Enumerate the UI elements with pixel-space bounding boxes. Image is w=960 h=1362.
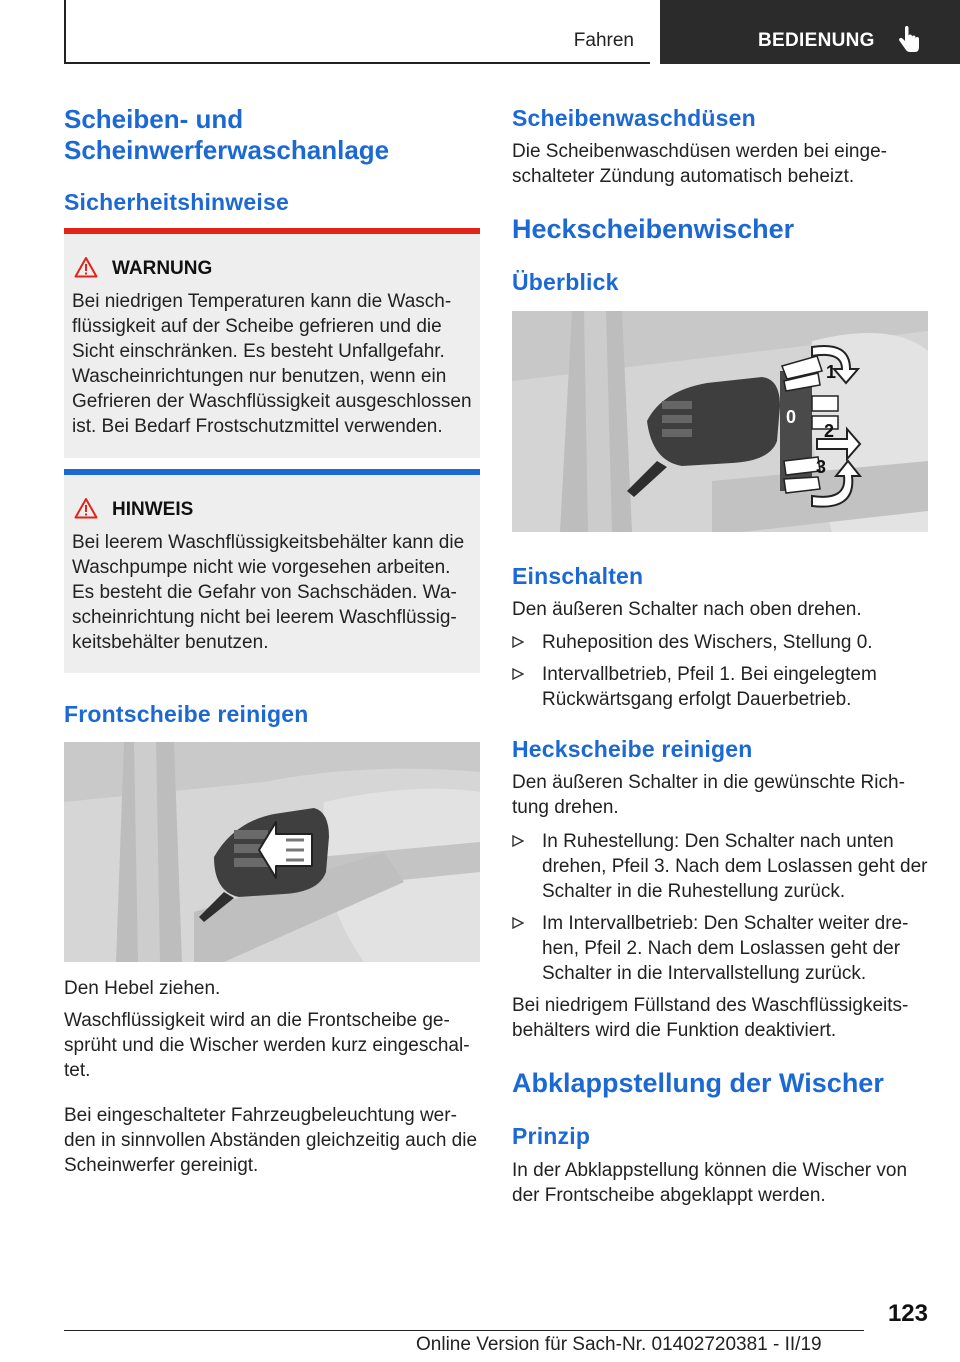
rear-wiper-switch-image [512,311,928,532]
overview-heading: Überblick [512,269,619,295]
warning-bar [64,228,480,234]
front-wiper-lever-image [64,742,480,962]
bullet-triangle-icon [512,636,524,648]
list-item-text: Im Intervallbetrieb: Den Schalter weiter drehen, Pfeil 2. Nach dem Loslassen geht der Schalter in die Intervallstellung zurück. [542,913,909,984]
principle-text: In der Abklappstellung können die Wischer von der Frontscheibe abgeklappt werden. [512,1160,908,1206]
warning-title: WARNUNG [112,258,213,279]
front-clean-step-2: Waschflüssigkeit wird an die Frontscheibe gesprüht und die Wischer werden kurz eingeschaltet. [64,1010,470,1081]
header-chapter-tab [660,0,960,64]
bullet-triangle-icon [512,835,524,847]
list-item [512,911,930,986]
notice-box [64,469,480,673]
figure-label-1: 1 [826,362,837,382]
notice-bar [64,469,480,475]
list-item-text: Intervallbetrieb, Pfeil 1. Bei eingelegtem Rückwärtsgang erfolgt Dauerbetrieb. [542,664,877,710]
hand-pointer-icon [896,26,922,54]
nozzles-heading: Scheibenwaschdüsen [512,105,756,131]
rear-clean-text: Den äußeren Schalter in die gewünschte Richtung drehen. [512,772,905,818]
figure-label-2: 2 [824,421,835,441]
switch-on-heading: Einschalten [512,563,644,589]
footer-online-version: Online Version für Sach-Nr. 01402720381 - II/19 [416,1334,822,1355]
page-title-line-1: Scheiben- und [64,104,244,134]
warning-triangle-icon [74,256,98,278]
bullet-triangle-icon [512,668,524,680]
bullet-triangle-icon [512,917,524,929]
rear-wiper-heading: Heckscheibenwischer [512,214,795,244]
footer-divider [64,1330,864,1331]
safety-heading: Sicherheitshinweise [64,189,289,215]
figure-label-3: 3 [816,457,827,477]
nozzles-text: Die Scheibenwaschdüsen werden bei eingeschalteter Zündung automatisch beheizt. [512,141,887,187]
switch-on-text: Den äußeren Schalter nach oben drehen. [512,599,862,620]
page-title [64,104,389,166]
front-clean-step-3: Bei eingeschalteter Fahrzeugbeleuchtung werden in sinnvollen Abständen gleichzeitig auch die Scheinwerfer gereinigt. [64,1105,478,1176]
principle-heading: Prinzip [512,1123,591,1149]
fold-position-heading: Abklappstellung der Wischer [512,1068,884,1098]
rear-clean-heading: Heckscheibe reinigen [512,736,753,762]
warning-box [64,228,480,458]
front-clean-step-1: Den Hebel ziehen. [64,978,221,999]
rear-clean-note: Bei niedrigem Füllstand des Waschflüssigkeitsbehälters wird die Funktion deaktiviert. [512,995,909,1041]
notice-title: HINWEIS [112,499,194,520]
list-item-text: Ruheposition des Wischers, Stellung 0. [542,632,873,653]
header-section-label: Fahren [573,30,634,51]
header-chapter-label: BEDIENUNG [758,30,875,51]
notice-triangle-icon [74,497,98,519]
header-divider-bottom [64,62,650,64]
page-number: 123 [887,1300,928,1327]
list-item [512,662,930,712]
list-item-text: In Ruhestellung: Den Schalter nach unten drehen, Pfeil 3. Nach dem Loslassen geht der Schalter in die Ruhestellung zurück. [542,831,928,902]
notice-text: Bei leerem Waschflüssigkeitsbehälter kann die Waschpumpe nicht wie vorgesehen arbeiten. Es besteht die Gefahr von Sachschäden. Wascheinrichtung nicht bei leerem Waschflüssigkeitsbehälter benutzen. [72,532,465,653]
warning-text: Bei niedrigen Temperaturen kann die Waschflüssigkeit auf der Scheibe gefrieren und die Sicht einschränken. Es besteht Unfallgefahr. Wascheinrichtungen nur benutzen, wenn ein Gefrieren der Waschflüssigkeit ausgeschlossen ist. Bei Bedarf Frostschutzmittel verwenden. [72,291,472,437]
figure-label-0: 0 [786,407,797,427]
list-item [512,829,930,904]
page-title-line-2: Scheinwerferwaschanlage [64,135,390,165]
list-item [512,630,930,655]
front-clean-heading: Frontscheibe reinigen [64,701,309,727]
header-divider-left [64,0,66,64]
